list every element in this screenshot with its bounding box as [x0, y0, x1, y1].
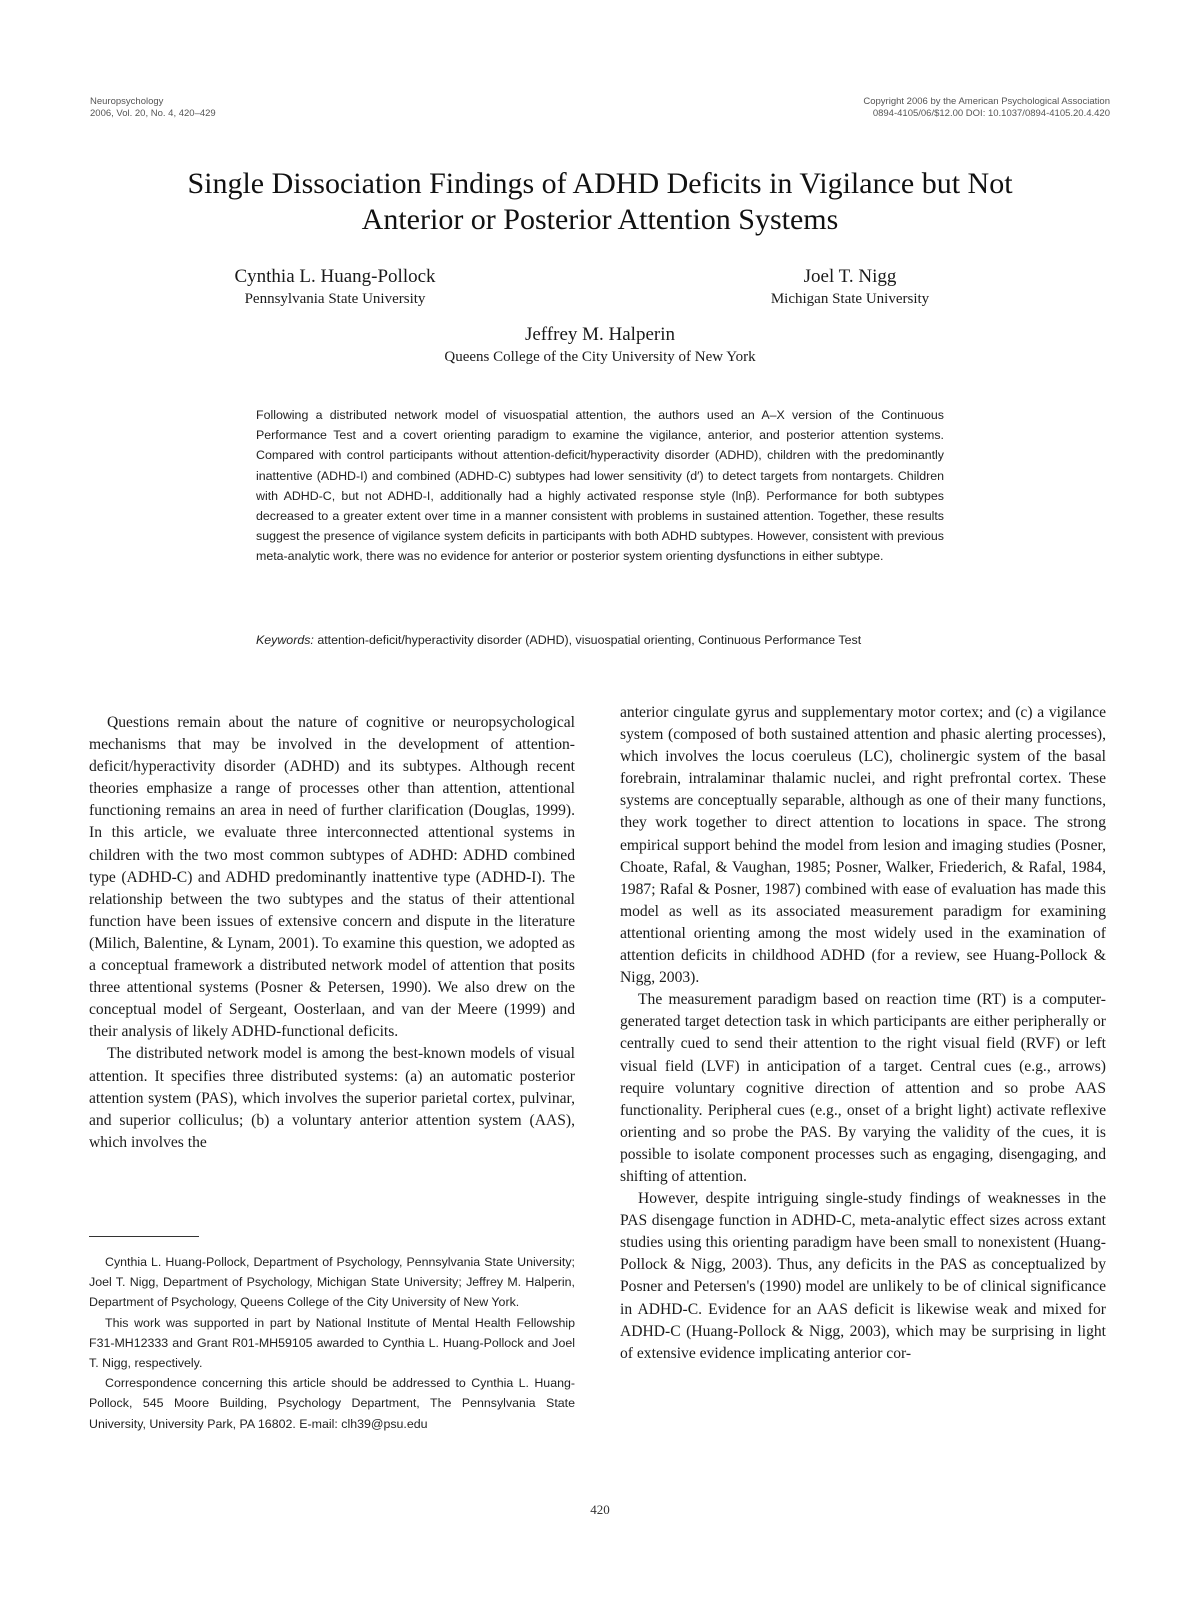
- keywords-text: attention-deficit/hyperactivity disorder (ADHD), visuospatial orienting, Continuous Performance Test: [317, 633, 862, 647]
- body-column-right: [620, 702, 1106, 1365]
- volume-info: 2006, Vol. 20, No. 4, 420–429: [90, 108, 216, 119]
- author-affiliation: Queens College of the City University of New York: [444, 349, 756, 365]
- author-affiliation: Michigan State University: [770, 291, 930, 307]
- keywords: [256, 630, 944, 650]
- author-name: Cynthia L. Huang-Pollock: [234, 266, 436, 287]
- body-paragraph: Questions remain about the nature of cognitive or neuropsychological mechanisms that may be involved in the development of attention-deficit/hyperactivity disorder (ADHD) and its subtypes. Although recent theories emphasize a range of processes other than attention, attentional functioning remains an area in need of further clarification (Douglas, 1999). In this article, we evaluate three interconnected attentional systems in children with the two most common subtypes of ADHD: ADHD combined type (ADHD-C) and ADHD predominantly inattentive type (ADHD-I). The relationship between the two subtypes and the status of their attentional function have been issues of extensive concern and dispute in the literature (Milich, Balentine, & Lynam, 2001). To examine this question, we adopted as a conceptual framework a distributed network model of attention that posits three attentional systems (Posner & Petersen, 1990). We also drew on the conceptual model of Sergeant, Oosterlaan, and van der Meere (1999) and their analysis of likely ADHD-functional deficits.: [89, 714, 575, 1041]
- footnote-divider: [89, 1236, 199, 1237]
- body-paragraph: The measurement paradigm based on reaction time (RT) is a computer-generated target detection task in which participants are either peripherally or centrally cued to send their attention to the right visual field (RVF) or left visual field (LVF) in anticipation of a target. Central cues (e.g., arrows) require voluntary cognitive direction of attention and so probe AAS functionality. Peripheral cues (e.g., onset of a bright light) activate reflexive orienting and so probe the PAS. By varying the validity of the cues, it is possible to isolate component processes such as engaging, disengaging, and shifting of attention.: [620, 991, 1106, 1185]
- article-title-line-1: Single Dissociation Findings of ADHD Deficits in Vigilance but Not: [187, 167, 1013, 200]
- author-footnotes: [89, 1252, 575, 1434]
- body-column-left: [89, 712, 575, 1154]
- footnote-affiliations: Cynthia L. Huang-Pollock, Department of Psychology, Pennsylvania State University; Joel T. Nigg, Department of Psychology, Michigan State University; Jeffrey M. Halperin, Department of Psychology, Queens College of the City University of New York.: [89, 1255, 575, 1310]
- journal-name: Neuropsychology: [90, 96, 164, 107]
- body-paragraph: anterior cingulate gyrus and supplementary motor cortex; and (c) a vigilance system (composed of both sustained attention and phasic alerting processes), which involves the locus coeruleus (LC), cholinergic system of the basal forebrain, intralaminar thalamic nuclei, and right prefrontal cortex. These systems are conceptually separable, although as one of their many functions, they work together to direct attention to locations in space. The strong empirical support behind the model from lesion and imaging studies (Posner, Choate, Rafal, & Vaughan, 1985; Posner, Walker, Friederich, & Rafal, 1984, 1987; Rafal & Posner, 1987) combined with ease of evaluation has made this model as well as its associated measurement paradigm for examining attentional orienting among the most widely used in the examination of attention deficits in childhood ADHD (for a review, see Huang-Pollock & Nigg, 2003).: [620, 704, 1106, 987]
- running-header-left: [90, 96, 216, 120]
- running-header-right: [863, 96, 1110, 120]
- abstract: Following a distributed network model of visuospatial attention, the authors used an A–X version of the Continuous Performance Test and a covert orienting paradigm to examine the vigilance, anterior, and posterior attention systems. Compared with control participants without attention-deficit/hyperactivity disorder (ADHD), children with the predominantly inattentive (ADHD-I) and combined (ADHD-C) subtypes had lower sensitivity (d′) to detect targets from nontargets. Children with ADHD-C, but not ADHD-I, additionally had a highly activated response style (lnβ). Performance for both subtypes decreased to a greater extent over time in a manner consistent with problems in sustained attention. Together, these results suggest the presence of vigilance system deficits in participants with both ADHD subtypes. However, consistent with previous meta-analytic work, there was no evidence for anterior or posterior system orienting dysfunctions in either subtype.: [256, 408, 944, 564]
- author-name: Jeffrey M. Halperin: [524, 324, 675, 345]
- author-block-1: [175, 266, 495, 308]
- article-title: [0, 166, 1200, 238]
- author-block-2: [690, 266, 1010, 308]
- author-affiliation: Pennsylvania State University: [244, 291, 426, 307]
- keywords-label: Keywords:: [256, 633, 314, 647]
- author-block-3: [290, 324, 910, 366]
- author-name: Joel T. Nigg: [803, 266, 897, 287]
- copyright-line: Copyright 2006 by the American Psychological Association: [863, 96, 1110, 107]
- doi-line: 0894-4105/06/$12.00 DOI: 10.1037/0894-4105.20.4.420: [872, 108, 1110, 119]
- body-paragraph: However, despite intriguing single-study findings of weaknesses in the PAS disengage function in ADHD-C, meta-analytic effect sizes across extant studies using this orienting paradigm have been small to nonexistent (Huang-Pollock & Nigg, 2003). Thus, any deficits in the PAS as conceptualized by Posner and Petersen's (1990) model are unlikely to be of clinical significance in ADHD-C. Evidence for an AAS deficit is likewise weak and mixed for ADHD-C (Huang-Pollock & Nigg, 2003), which may be surprising in light of extensive evidence implicating anterior cor-: [620, 1190, 1106, 1362]
- body-paragraph: The distributed network model is among the best-known models of visual attention. It specifies three distributed systems: (a) an automatic posterior attention system (PAS), which involves the superior parietal cortex, pulvinar, and superior colliculus; (b) a voluntary anterior attention system (AAS), which involves the: [89, 1045, 575, 1151]
- footnote-funding: This work was supported in part by National Institute of Mental Health Fellowship F31-MH12333 and Grant R01-MH59105 awarded to Cynthia L. Huang-Pollock and Joel T. Nigg, respectively.: [89, 1315, 575, 1371]
- footnote-correspondence: Correspondence concerning this article should be addressed to Cynthia L. Huang-Pollock, 545 Moore Building, Psychology Department, The Pennsylvania State University, University Park, PA 16802. E-mail: clh39@psu.edu: [89, 1376, 575, 1431]
- page-number: 420: [590, 1502, 610, 1517]
- article-title-line-2: Anterior or Posterior Attention Systems: [361, 203, 839, 236]
